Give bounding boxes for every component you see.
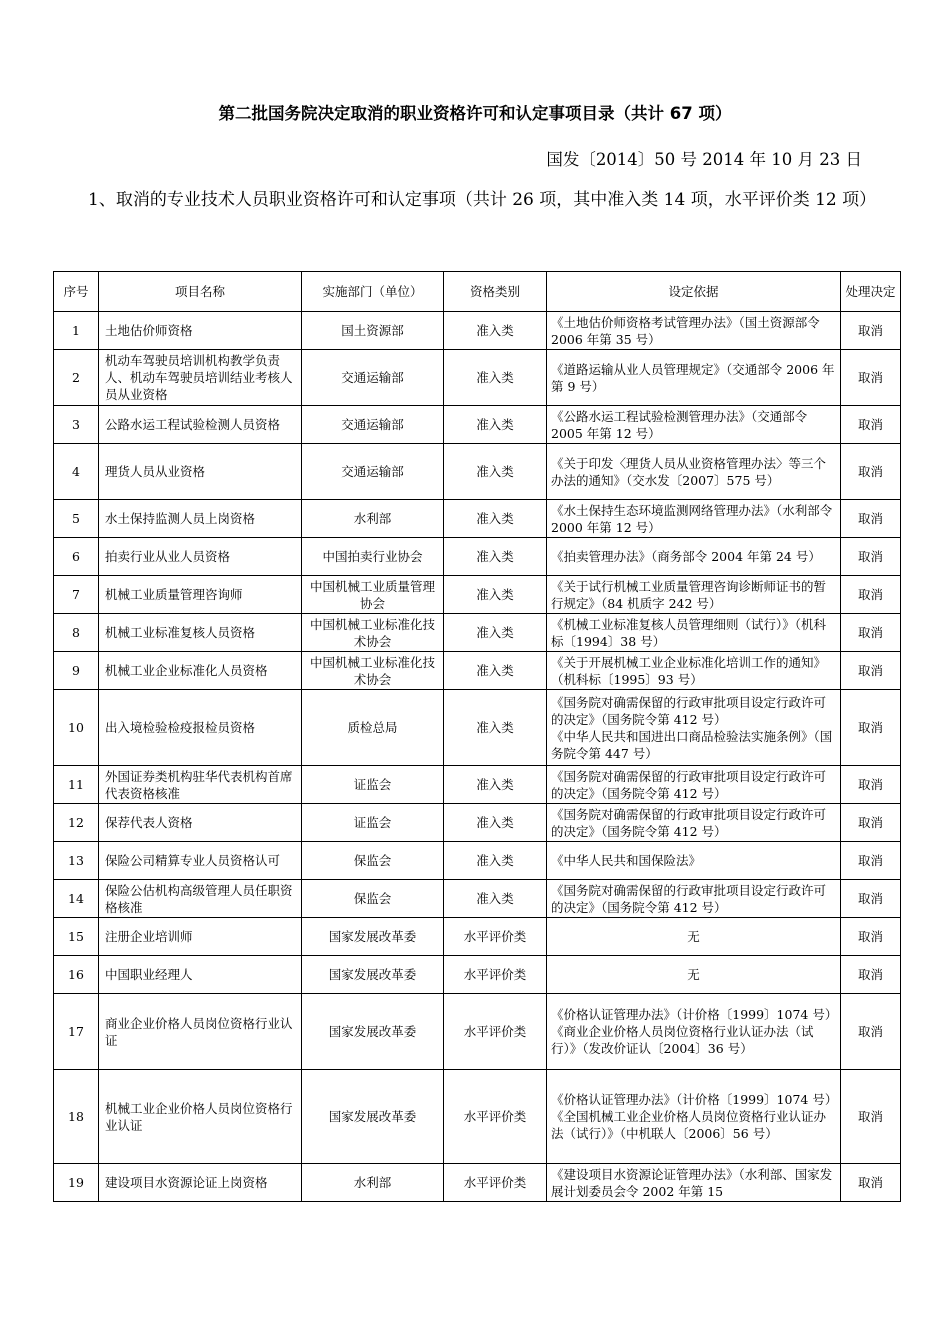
item-name: 注册企业培训师	[99, 918, 302, 956]
table-row	[54, 690, 901, 766]
qualification-type: 准入类	[444, 444, 547, 500]
basis-line: 无	[687, 967, 700, 982]
row-number: 4	[54, 444, 99, 500]
item-name: 保险公司精算专业人员资格认可	[99, 842, 302, 880]
table-row	[54, 406, 901, 444]
legal-basis	[547, 350, 841, 406]
row-number: 7	[54, 576, 99, 614]
qualification-type: 准入类	[444, 690, 547, 766]
basis-line: 《价格认证管理办法》（计价格〔1999〕1074 号）	[551, 1007, 838, 1022]
department: 国家发展改革委	[302, 994, 444, 1070]
legal-basis	[547, 500, 841, 538]
qualification-type: 水平评价类	[444, 956, 547, 994]
department: 水利部	[302, 500, 444, 538]
department: 中国机械工业标准化技术协会	[302, 652, 444, 690]
table-row	[54, 994, 901, 1070]
qualification-type: 水平评价类	[444, 1164, 547, 1202]
row-number: 13	[54, 842, 99, 880]
legal-basis	[547, 444, 841, 500]
item-name: 中国职业经理人	[99, 956, 302, 994]
department: 证监会	[302, 804, 444, 842]
qualification-type: 准入类	[444, 500, 547, 538]
basis-line: 《国务院对确需保留的行政审批项目设定行政许可的决定》（国务院令第 412 号）	[551, 694, 827, 727]
basis-line: 《价格认证管理办法》（计价格〔1999〕1074 号）	[551, 1092, 838, 1107]
legal-basis	[547, 538, 841, 576]
document-title: 第二批国务院决定取消的职业资格许可和认定事项目录（共计 67 项）	[218, 104, 732, 123]
table-row	[54, 880, 901, 918]
item-name: 建设项目水资源论证上岗资格	[99, 1164, 302, 1202]
row-number: 11	[54, 766, 99, 804]
legal-basis	[547, 614, 841, 652]
basis-line: 《关于印发〈理货人员从业资格管理办法〉等三个办法的通知》（交水发〔2007〕575 号）	[551, 455, 827, 488]
decision: 取消	[841, 312, 901, 350]
decision: 取消	[841, 652, 901, 690]
qualification-type: 准入类	[444, 576, 547, 614]
header-basis: 设定依据	[547, 272, 841, 312]
item-name: 保荐代表人资格	[99, 804, 302, 842]
table-body	[54, 312, 901, 1202]
qualification-type: 准入类	[444, 406, 547, 444]
row-number: 14	[54, 880, 99, 918]
basis-line: 《土地估价师资格考试管理办法》（国土资源部令 2006 年第 35 号）	[551, 314, 820, 347]
item-name: 公路水运工程试验检测人员资格	[99, 406, 302, 444]
decision: 取消	[841, 350, 901, 406]
legal-basis	[547, 766, 841, 804]
table-row	[54, 956, 901, 994]
department: 国家发展改革委	[302, 956, 444, 994]
row-number: 9	[54, 652, 99, 690]
row-number: 5	[54, 500, 99, 538]
department: 中国拍卖行业协会	[302, 538, 444, 576]
table-header-row	[54, 272, 901, 312]
decision: 取消	[841, 406, 901, 444]
item-name: 土地估价师资格	[99, 312, 302, 350]
decision: 取消	[841, 918, 901, 956]
row-number: 19	[54, 1164, 99, 1202]
decision: 取消	[841, 766, 901, 804]
decision: 取消	[841, 994, 901, 1070]
qualification-type: 准入类	[444, 804, 547, 842]
header-name: 项目名称	[99, 272, 302, 312]
qualification-type: 准入类	[444, 842, 547, 880]
qualification-type: 水平评价类	[444, 1070, 547, 1164]
basis-line: 《中华人民共和国保险法》	[551, 853, 702, 868]
legal-basis	[547, 1070, 841, 1164]
qualification-type: 水平评价类	[444, 994, 547, 1070]
department: 水利部	[302, 1164, 444, 1202]
legal-basis	[547, 312, 841, 350]
item-name: 出入境检验检疫报检员资格	[99, 690, 302, 766]
qualification-type: 准入类	[444, 538, 547, 576]
document-number: 国发〔2014〕50 号 2014 年 10 月 23 日	[546, 150, 862, 169]
decision: 取消	[841, 804, 901, 842]
basis-line: 《关于开展机械工业企业标准化培训工作的通知》（机科标〔1995〕93 号）	[551, 654, 827, 687]
legal-basis	[547, 918, 841, 956]
item-name: 水土保持监测人员上岗资格	[99, 500, 302, 538]
table-row	[54, 766, 901, 804]
legal-basis	[547, 1164, 841, 1202]
basis-line: 《建设项目水资源论证管理办法》（水利部、国家发展计划委员会令 2002 年第 15	[551, 1166, 833, 1199]
qualification-type: 水平评价类	[444, 918, 547, 956]
table-row	[54, 1070, 901, 1164]
table-row	[54, 842, 901, 880]
legal-basis	[547, 880, 841, 918]
row-number: 1	[54, 312, 99, 350]
item-name: 拍卖行业从业人员资格	[99, 538, 302, 576]
legal-basis	[547, 842, 841, 880]
legal-basis	[547, 690, 841, 766]
department: 质检总局	[302, 690, 444, 766]
items-table	[53, 271, 901, 1202]
header-decision: 处理决定	[841, 272, 901, 312]
decision: 取消	[841, 576, 901, 614]
department: 证监会	[302, 766, 444, 804]
department: 国土资源部	[302, 312, 444, 350]
department: 国家发展改革委	[302, 918, 444, 956]
department: 保监会	[302, 880, 444, 918]
basis-line: 《关于试行机械工业质量管理咨询诊断师证书的暂行规定》（84 机质字 242 号）	[551, 578, 827, 611]
legal-basis	[547, 576, 841, 614]
item-name: 机械工业企业标准化人员资格	[99, 652, 302, 690]
decision: 取消	[841, 842, 901, 880]
header-no: 序号	[54, 272, 99, 312]
row-number: 3	[54, 406, 99, 444]
legal-basis	[547, 994, 841, 1070]
table-row	[54, 312, 901, 350]
department: 国家发展改革委	[302, 1070, 444, 1164]
basis-line: 《国务院对确需保留的行政审批项目设定行政许可的决定》（国务院令第 412 号）	[551, 882, 827, 915]
table-row	[54, 576, 901, 614]
qualification-type: 准入类	[444, 766, 547, 804]
qualification-type: 准入类	[444, 880, 547, 918]
basis-line: 《国务院对确需保留的行政审批项目设定行政许可的决定》（国务院令第 412 号）	[551, 768, 827, 801]
row-number: 15	[54, 918, 99, 956]
department: 中国机械工业标准化技术协会	[302, 614, 444, 652]
header-dept: 实施部门（单位）	[302, 272, 444, 312]
item-name: 机械工业标准复核人员资格	[99, 614, 302, 652]
row-number: 16	[54, 956, 99, 994]
department: 交通运输部	[302, 406, 444, 444]
basis-line: 《中华人民共和国进出口商品检验法实施条例》（国务院令第 447 号）	[551, 728, 833, 761]
item-name: 机械工业质量管理咨询师	[99, 576, 302, 614]
row-number: 2	[54, 350, 99, 406]
item-name: 保险公估机构高级管理人员任职资格核准	[99, 880, 302, 918]
decision: 取消	[841, 956, 901, 994]
department: 中国机械工业质量管理协会	[302, 576, 444, 614]
row-number: 8	[54, 614, 99, 652]
table-row	[54, 350, 901, 406]
decision: 取消	[841, 690, 901, 766]
table-row	[54, 614, 901, 652]
basis-line: 《全国机械工业企业价格人员岗位资格行业认证办法（试行）》（中机联人〔2006〕56 号）	[551, 1109, 827, 1141]
table-row	[54, 500, 901, 538]
table-row	[54, 444, 901, 500]
basis-line: 无	[687, 929, 700, 944]
basis-line: 《水土保持生态环境监测网络管理办法》（水利部令 2000 年第 12 号）	[551, 502, 833, 535]
legal-basis	[547, 804, 841, 842]
decision: 取消	[841, 880, 901, 918]
table-row	[54, 538, 901, 576]
row-number: 10	[54, 690, 99, 766]
department: 交通运输部	[302, 350, 444, 406]
legal-basis	[547, 956, 841, 994]
decision: 取消	[841, 500, 901, 538]
item-name: 商业企业价格人员岗位资格行业认证	[99, 994, 302, 1070]
basis-line: 《商业企业价格人员岗位资格行业认证办法（试行）》（发改价证认〔2004〕36 号）	[551, 1024, 814, 1056]
basis-line: 《拍卖管理办法》（商务部令 2004 年第 24 号）	[551, 549, 821, 564]
row-number: 6	[54, 538, 99, 576]
row-number: 18	[54, 1070, 99, 1164]
table-row	[54, 1164, 901, 1202]
decision: 取消	[841, 1070, 901, 1164]
legal-basis	[547, 652, 841, 690]
item-name: 理货人员从业资格	[99, 444, 302, 500]
basis-line: 《道路运输从业人员管理规定》（交通部令 2006 年第 9 号）	[551, 361, 835, 394]
qualification-type: 准入类	[444, 614, 547, 652]
legal-basis	[547, 406, 841, 444]
decision: 取消	[841, 538, 901, 576]
basis-line: 《机械工业标准复核人员管理细则（试行）》（机科标〔1994〕38 号）	[551, 616, 827, 649]
basis-line: 《国务院对确需保留的行政审批项目设定行政许可的决定》（国务院令第 412 号）	[551, 806, 827, 839]
item-name: 机械工业企业价格人员岗位资格行业认证	[99, 1070, 302, 1164]
item-name: 外国证券类机构驻华代表机构首席代表资格核准	[99, 766, 302, 804]
item-name: 机动车驾驶员培训机构教学负责人、机动车驾驶员培训结业考核人员从业资格	[99, 350, 302, 406]
qualification-type: 准入类	[444, 350, 547, 406]
qualification-type: 准入类	[444, 652, 547, 690]
row-number: 17	[54, 994, 99, 1070]
header-type: 资格类别	[444, 272, 547, 312]
basis-line: 《公路水运工程试验检测管理办法》（交通部令 2005 年第 12 号）	[551, 408, 808, 441]
table-row	[54, 804, 901, 842]
decision: 取消	[841, 444, 901, 500]
table-row	[54, 652, 901, 690]
department: 交通运输部	[302, 444, 444, 500]
decision: 取消	[841, 1164, 901, 1202]
row-number: 12	[54, 804, 99, 842]
table-row	[54, 918, 901, 956]
department: 保监会	[302, 842, 444, 880]
qualification-type: 准入类	[444, 312, 547, 350]
section-heading: 1、取消的专业技术人员职业资格许可和认定事项（共计 26 项，其中准入类 14 项，水平评价类 12 项）	[88, 190, 877, 210]
decision: 取消	[841, 614, 901, 652]
